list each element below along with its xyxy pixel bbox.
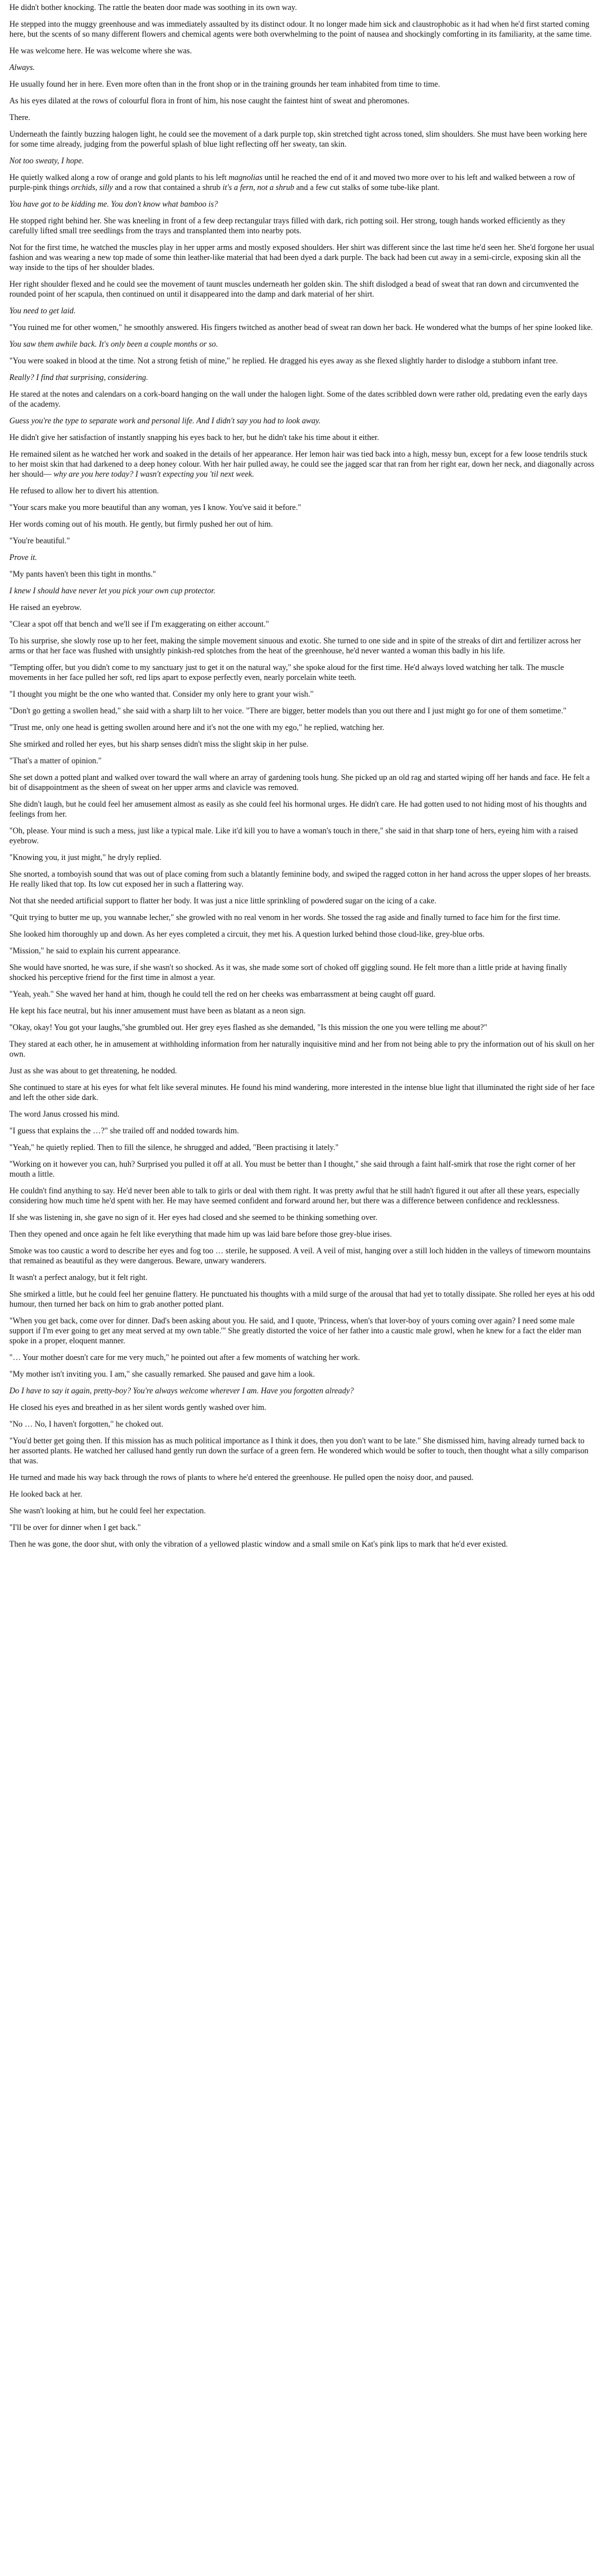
story-paragraph: I knew I should have never let you pick your own cup protector. — [9, 586, 216, 595]
story-paragraph: "I guess that explains the …?" she trailed off and nodded towards him. — [9, 1126, 239, 1135]
story-paragraph: Underneath the faintly buzzing halogen light, he could see the movement of a dark purple top, skin stretched tight across toned, slim shoulders. She must have been working here for some time already, judging from the powerful splash of blue light reflecting off her sweaty, tan skin. — [9, 129, 587, 149]
paragraph-segment: He quietly walked along a row of orange and gold plants to his left — [9, 173, 229, 182]
story-paragraph: Not too sweaty, I hope. — [9, 156, 84, 165]
story-paragraph: They stared at each other, he in amusement at withholding information from her naturally inquisitive mind and her from not being able to pry the information out of his skull on her own. — [9, 1039, 595, 1059]
story-paragraph: He couldn't find anything to say. He'd never been able to talk to girls or deal with them right. It was pretty awful that he still hadn't figured it out after all these years, especially considering how much time he'd spent with her. He may have seemed confident and forward around her, but there was a difference between confidence and recklessness. — [9, 1186, 580, 1205]
story-paragraph: You need to get laid. — [9, 306, 76, 315]
story-paragraph: If she was listening in, she gave no sign of it. Her eyes had closed and she seemed to be thinking something over. — [9, 1213, 378, 1222]
story-paragraph: "Trust me, only one head is getting swollen around here and it's not the one with my ego," he replied, watching her. — [9, 723, 385, 732]
story-paragraph: She would have snorted, he was sure, if she wasn't so shocked. As it was, she made some sort of choked off giggling sound. He felt more than a little pride at having finally shocked his perceptive friend for the first time in almost a year. — [9, 963, 567, 982]
story-paragraph: As his eyes dilated at the rows of colourful flora in front of him, his nose caught the faintest hint of sweat and pheromones. — [9, 96, 410, 105]
story-paragraph: Guess you're the type to separate work and personal life. And I didn't say you had to look away. — [9, 416, 321, 425]
story-paragraph: He closed his eyes and breathed in as her silent words gently washed over him. — [9, 1403, 267, 1412]
story-paragraph — [9, 449, 595, 479]
story-paragraph: You saw them awhile back. It's only been a couple months or so. — [9, 339, 218, 349]
italic-thought: it's a fern, not a shrub — [222, 183, 295, 192]
story-paragraph: "No … No, I haven't forgotten," he choked out. — [9, 1419, 163, 1429]
story-paragraph: He kept his face neutral, but his inner amusement must have been as blatant as a neon sign. — [9, 1006, 306, 1015]
story-paragraph: Smoke was too caustic a word to describe her eyes and fog too … sterile, he supposed. A veil. A veil of mist, hanging over a still loch hidden in the valleys of timeworn mountains that remained as beautiful as they were dangerous. Beware, unwary wanderers. — [9, 1246, 591, 1265]
story-paragraph: He was welcome here. He was welcome where she was. — [9, 46, 192, 55]
story-paragraph: She didn't laugh, but he could feel her amusement almost as easily as she could feel his hormonal urges. He didn't care. He had gotten used to not hiding most of his thoughts and feelings from her. — [9, 799, 587, 819]
story-paragraph: "When you get back, come over for dinner. Dad's been asking about you. He said, and I quote, 'Princess, when's that lover-boy of yours coming over again? I need some male support if I'm ever going to get any meat served at my own table.'" She greatly distorted the voice of her father into a caustic male growl, when he knew for a fact the elder man spoke in a proper, eloquent manner. — [9, 1316, 581, 1345]
story-paragraph: "Oh, please. Your mind is such a mess, just like a typical male. Like it'd kill you to have a woman's touch in there," she said in that sharp tone of hers, eyeing him with a raised eyebrow. — [9, 826, 578, 845]
story-paragraph: There. — [9, 113, 31, 122]
story-paragraph: He usually found her in here. Even more often than in the front shop or in the training grounds her team inhabited from time to time. — [9, 79, 441, 89]
story-paragraph: She snorted, a tomboyish sound that was out of place coming from such a blatantly feminine body, and swiped the ragged cotton in her hand across the upper slopes of her breasts. He really liked that top. Its low cut exposed her in such a flattering way. — [9, 869, 591, 889]
story-paragraph: "My pants haven't been this tight in months." — [9, 569, 156, 579]
story-paragraph: Really? I find that surprising, considering. — [9, 373, 149, 382]
story-paragraph: "Okay, okay! You got your laughs,"she grumbled out. Her grey eyes flashed as she demanded, "Is this mission the one you were telling me about?" — [9, 1023, 487, 1032]
story-paragraph: Her words coming out of his mouth. He gently, but firmly pushed her out of him. — [9, 519, 273, 529]
story-paragraph: The word Janus crossed his mind. — [9, 1109, 120, 1119]
story-paragraph: She wasn't looking at him, but he could feel her expectation. — [9, 1506, 206, 1515]
story-paragraph: "Working on it however you can, huh? Surprised you pulled it off at all. You must be better than I thought," she said through a faint half-smirk that rose the right corner of her mouth a little. — [9, 1159, 576, 1179]
story-paragraph: "My mother isn't inviting you. I am," she casually remarked. She paused and gave him a look. — [9, 1369, 315, 1379]
story-paragraph: "You were soaked in blood at the time. Not a strong fetish of mine," he replied. He dragged his eyes away as she flexed slightly harder to dislodge a stubborn infant tree. — [9, 356, 558, 365]
story-paragraph: She smirked a little, but he could feel her genuine flattery. He punctuated his thoughts with a mild surge of the arousal that had yet to totally dissipate. She rolled her eyes at his odd humour, then turned her back on him to grab another potted plant. — [9, 1289, 595, 1309]
story-paragraph: To his surprise, she slowly rose up to her feet, making the simple movement sinuous and exotic. She turned to one side and in spite of the streaks of dirt and fertilizer across her arms or that her face was flushed with unsightly pinkish-red splotches from the heat of the greenhouse, he'd never wanted a woman this badly in his life. — [9, 636, 581, 655]
story-paragraph: You have got to be kidding me. You don't know what bamboo is? — [9, 199, 218, 209]
story-paragraph: "Quit trying to butter me up, you wannabe lecher," she growled with no real venom in her words. She tossed the rag aside and finally turned to face him for the first time. — [9, 913, 561, 922]
story-paragraph: Prove it. — [9, 553, 37, 562]
story-paragraph: "Yeah, yeah." She waved her hand at him, though he could tell the red on her cheeks was embarrassment at being caught off guard. — [9, 989, 435, 999]
story-paragraph: He looked back at her. — [9, 1489, 83, 1499]
paragraph-segment: and a row that contained a shrub — [113, 183, 223, 192]
story-paragraph: She smirked and rolled her eyes, but his sharp senses didn't miss the slight skip in her pulse. — [9, 739, 309, 749]
story-paragraph: Not for the first time, he watched the muscles play in her upper arms and mostly exposed shoulders. Her shirt was different since the last time he'd seen her. She'd forgone her usual fashion and was wearing a new top made of some thin leather-like material that had been dyed a dark purple. The back had been cut away in a semi-circle, exposing skin all the way inside to the tips of her shoulder blades. — [9, 243, 595, 272]
story-paragraph: Just as she was about to get threatening, he nodded. — [9, 1066, 177, 1075]
story-paragraph: "Mission," he said to explain his current appearance. — [9, 946, 181, 955]
story-paragraph: "… Your mother doesn't care for me very much," he pointed out after a few moments of watching her work. — [9, 1353, 360, 1362]
story-paragraph: He didn't give her satisfaction of instantly snapping his eyes back to her, but he didn't take his time about it either. — [9, 433, 379, 442]
story-paragraph: Always. — [9, 63, 35, 72]
story-paragraph — [9, 173, 595, 193]
story-paragraph: "That's a matter of opinion." — [9, 756, 102, 765]
story-paragraph: He raised an eyebrow. — [9, 603, 82, 612]
story-paragraph: "I'll be over for dinner when I get back." — [9, 1523, 141, 1532]
story-paragraph: "You're beautiful." — [9, 536, 70, 545]
story-paragraph: "Yeah," he quietly replied. Then to fill the silence, he shrugged and added, "Been practising it lately." — [9, 1143, 339, 1152]
story-paragraph: She continued to stare at his eyes for what felt like several minutes. He found his mind wandering, more interested in the intense blue light that illuminated the right side of her face and left the other side dark. — [9, 1083, 595, 1102]
story-paragraph: Do I have to say it again, pretty-boy? You're always welcome wherever I am. Have you forgotten already? — [9, 1386, 354, 1395]
italic-thought: orchids, silly — [71, 183, 113, 192]
story-paragraph: He turned and made his way back through the rows of plants to where he'd entered the greenhouse. He pulled open the noisy door, and paused. — [9, 1473, 474, 1482]
story-paragraph: He stared at the notes and calendars on a cork-board hanging on the wall under the halogen light. Some of the dates scribbled down were rather old, predating even the early days of the academy. — [9, 389, 587, 409]
story-paragraph: Then he was gone, the door shut, with only the vibration of a yellowed plastic window and a small smile on Kat's pink lips to mark that he'd ever existed. — [9, 1539, 508, 1549]
story-paragraph: It wasn't a perfect analogy, but it felt right. — [9, 1273, 148, 1282]
story-paragraph: She set down a potted plant and walked over toward the wall where an array of gardening tools hung. She picked up an old rag and started wiping off her hands and face. He felt a bit of disappointment as the sheen of sweat on her upper arms and clavicle was removed. — [9, 773, 590, 792]
story-paragraph: "Knowing you, it just might," he dryly replied. — [9, 853, 161, 862]
paragraph-segment: until he reached the end of it and moved two more over to his left and walked between a row of purple-pink things — [9, 173, 575, 192]
story-paragraph: "Clear a spot off that bench and we'll see if I'm exaggerating on either account." — [9, 619, 269, 629]
story-paragraph: Not that she needed artificial support to flatter her body. It was just a nice little sprinkling of powdered sugar on the icing of a cake. — [9, 896, 437, 905]
story-paragraph: "Your scars make you more beautiful than any woman, yes I know. You've said it before." — [9, 503, 301, 512]
paragraph-segment: He remained silent as he watched her work and soaked in the details of her appearance. Her lemon hair was tied back into a high, messy bun, except for a few loose tendrils stuck to her moist skin that had darkened to a deep honey colour. With her hair pulled away, he could see the jagged scar that ran from her right ear, down her neck, and diagonally across her should— — [9, 449, 595, 479]
italic-thought: magnolias — [228, 173, 263, 182]
story-paragraph: He didn't bother knocking. The rattle the beaten door made was soothing in its own way. — [9, 3, 297, 12]
paragraph-segment: and a few cut stalks of some tube-like plant. — [294, 183, 440, 192]
story-paragraph: He refused to allow her to divert his attention. — [9, 486, 159, 495]
story-paragraph: "Tempting offer, but you didn't come to my sanctuary just to get it on the natural way," she spoke aloud for the first time. He'd always loved watching her talk. The muscle movements in her face pulled her soft, red lips apart to expose perfectly even, nearly porcelain white teeth. — [9, 663, 564, 682]
story-paragraph: "You ruined me for other women," he smoothly answered. His fingers twitched as another bead of sweat ran down her back. He wondered what the bumps of her spine looked like. — [9, 323, 593, 332]
italic-thought: why are you here today? I wasn't expecting you 'til next week. — [53, 469, 255, 479]
story-paragraph: He stepped into the muggy greenhouse and was immediately assaulted by its distinct odour. It no longer made him sick and claustrophobic as it had when he'd first started coming here, but the scents of so many different flowers and chemical agents were both overwhelming to the point of nausea and shockingly comforting in its familiarity, at the same time. — [9, 19, 592, 39]
story-paragraph: He stopped right behind her. She was kneeling in front of a few deep rectangular trays filled with dark, rich potting soil. Her strong, tough hands worked efficiently as they carefully lifted small tree seedlings from the trays and transplanted them into nearby pots. — [9, 216, 566, 235]
story-paragraph: Her right shoulder flexed and he could see the movement of taunt muscles underneath her golden skin. The shift dislodged a bead of sweat that ran down and circumvented the rounded point of her scapula, then continued on until it disappeared into the damp and dark material of her shirt. — [9, 279, 579, 299]
story-paragraph: Then they opened and once again he felt like everything that made him up was laid bare before those grey-blue irises. — [9, 1229, 392, 1239]
story-paragraph: She looked him thoroughly up and down. As her eyes completed a circuit, they met his. A question lurked behind those cloud-like, grey-blue orbs. — [9, 929, 485, 939]
story-paragraph: "You'd better get going then. If this mission has as much political importance as I think it does, then you don't want to be late." She dismissed him, having already turned back to her assorted plants. He watched her callused hand gently run down the surface of a green fern. He wondered which would be softer to touch, then thought what a silly comparison that was. — [9, 1436, 589, 1465]
story-paragraph: "Don't go getting a swollen head," she said with a sharp lilt to her voice. "There are bigger, better models than you out there and I just might go for one of them sometime." — [9, 706, 567, 715]
story-paragraph: "I thought you might be the one who wanted that. Consider my only here to grant your wish." — [9, 689, 314, 699]
